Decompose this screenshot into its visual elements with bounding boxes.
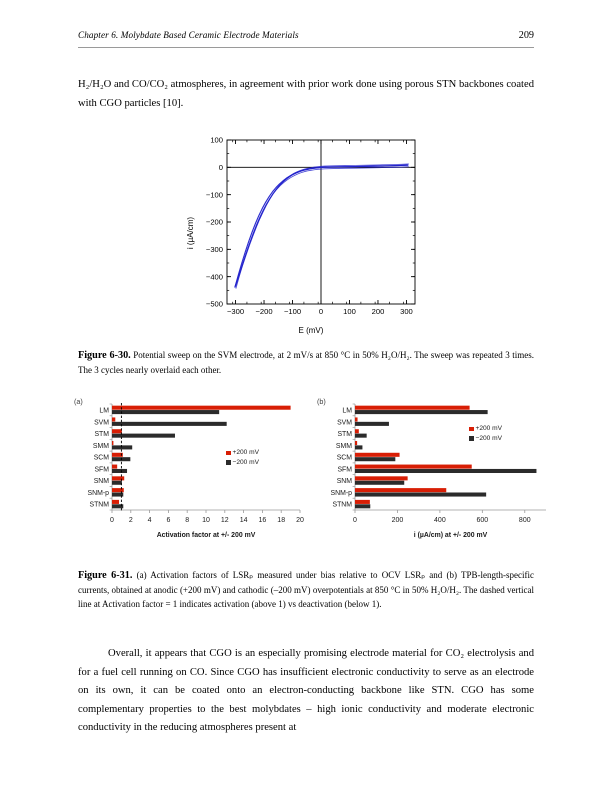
svg-text:18: 18 (277, 517, 286, 524)
legend-item-cathodic (469, 434, 502, 444)
svg-text:−100: −100 (283, 307, 302, 316)
svg-text:SNM-p: SNM-p (330, 489, 352, 497)
svg-text:−500: −500 (205, 299, 223, 309)
chart-panel-a (66, 396, 306, 546)
svg-text:200: 200 (371, 307, 385, 316)
svg-text:100: 100 (210, 135, 223, 145)
svg-text:−300: −300 (205, 245, 223, 255)
activation-factor-bar-chart (66, 396, 306, 546)
svg-text:300: 300 (400, 307, 413, 316)
svg-text:SNM: SNM (336, 478, 352, 486)
svg-text:LM: LM (99, 407, 109, 415)
svg-text:−100: −100 (205, 190, 223, 200)
svg-text:SCM: SCM (336, 454, 352, 462)
iv-xaxis-label: E (mV) (298, 326, 324, 335)
svg-text:6: 6 (166, 517, 171, 524)
svg-text:SNM-p: SNM-p (87, 489, 109, 497)
tpb-current-bar-chart (309, 396, 552, 546)
svg-text:0: 0 (110, 517, 114, 524)
chart-panel-b (309, 396, 552, 546)
panel-b-label: (b) (317, 397, 326, 406)
figure-6-31-caption (78, 568, 534, 612)
svg-text:STNM: STNM (89, 501, 109, 509)
legend-panel-a (226, 448, 259, 467)
svg-text:800: 800 (518, 517, 531, 524)
legend-label-anodic: +200 mV (232, 449, 260, 456)
svg-text:12: 12 (220, 517, 229, 524)
svg-text:SMM: SMM (335, 442, 352, 450)
figure-6-30-caption-text: Potential sweep on the SVM electrode, at 2 mV/s at 850 °C in 50% H₂O/H₂. The sweep was repeated 3 times. The 3 cycles nearly overlaid each other. (78, 350, 534, 376)
svg-text:LM: LM (342, 407, 352, 415)
svg-text:SFM: SFM (337, 466, 352, 474)
legend-label-anodic: +200 mV (475, 425, 503, 432)
legend-swatch-red-icon (226, 451, 231, 456)
svg-text:400: 400 (434, 517, 446, 524)
intro-paragraph: H₂/H₂O and CO/CO₂ atmospheres, in agreement with prior work done using porous STN backbones coated with CGO particles [10]. (78, 79, 534, 109)
svg-text:16: 16 (258, 517, 267, 524)
svg-text:10: 10 (202, 517, 210, 524)
svg-text:200: 200 (391, 517, 404, 524)
figure-6-30-chart (181, 128, 421, 338)
legend-item-anodic (226, 448, 259, 458)
svg-text:STM: STM (337, 431, 352, 439)
svg-text:SNM: SNM (93, 478, 109, 486)
svg-text:SVM: SVM (337, 419, 352, 427)
legend-item-anodic (469, 424, 502, 434)
closing-paragraph: Overall, it appears that CGO is an especially promising electrode material for CO₂ electrolysis and for a fuel cell running on CO. Since CGO has insufficient electronic conductivity to serve as an electrode on its own, it can be coated onto an electron-conducting backbone like STN. CGO has some complementary properties to the best molybdates – high ionic conductivity and moderate electronic conductivity in the reducing atmospheres present at (78, 648, 534, 733)
legend-label-cathodic: −200 mV (475, 434, 503, 442)
svg-text:SFM: SFM (94, 466, 109, 474)
panel-a-label: (a) (74, 397, 83, 406)
svg-text:−200: −200 (205, 217, 223, 227)
running-head (78, 30, 534, 41)
svg-text:14: 14 (239, 517, 248, 524)
svg-text:0: 0 (218, 163, 223, 173)
legend-swatch-dark-icon (226, 460, 231, 465)
legend-item-cathodic (226, 458, 259, 468)
figure-6-31-charts (66, 396, 552, 546)
svg-text:SVM: SVM (94, 419, 109, 427)
iv-sweep-plot (181, 128, 421, 338)
svg-text:SMM: SMM (92, 442, 109, 450)
legend-label-cathodic: −200 mV (232, 458, 260, 466)
svg-text:0: 0 (353, 517, 357, 524)
header-divider (78, 47, 534, 48)
svg-text:STM: STM (94, 431, 109, 439)
svg-text:−300: −300 (226, 307, 245, 316)
figure-6-30-caption (78, 348, 534, 377)
figure-6-31-caption-text: (a) Activation factors of LSRₚ measured under bias relative to OCV LSRₚ and (b) TPB-length-specific currents, obtained at anodic (+200 mV) and cathodic (–200 mV) overpotentials at 850 °C in 50% H₂O/H₂. The dashed vertical line at Activation factor = 1 indicates activation (above 1) vs deactivation (below 1). (78, 570, 534, 610)
svg-text:i (µA/cm) at +/- 200 mV: i (µA/cm) at +/- 200 mV (413, 532, 488, 539)
svg-text:4: 4 (147, 517, 152, 524)
chapter-title: Chapter 6. Molybdate Based Ceramic Electrode Materials (78, 30, 299, 40)
svg-text:−200: −200 (255, 307, 273, 316)
page-number: 209 (518, 30, 534, 41)
svg-text:2: 2 (128, 517, 133, 524)
figure-6-30-caption-label: Figure 6-30. (78, 350, 131, 361)
svg-text:SCM: SCM (93, 454, 109, 462)
svg-text:100: 100 (343, 307, 356, 316)
legend-panel-b (469, 424, 502, 443)
svg-text:20: 20 (296, 517, 304, 524)
svg-text:600: 600 (476, 517, 489, 524)
legend-swatch-dark-icon (469, 436, 474, 441)
svg-text:−400: −400 (205, 272, 223, 282)
figure-6-31-caption-label: Figure 6-31. (78, 570, 133, 581)
iv-yaxis-label: i (µA/cm) (186, 216, 195, 250)
svg-text:8: 8 (185, 517, 190, 524)
svg-text:0: 0 (318, 307, 324, 316)
legend-swatch-red-icon (469, 427, 474, 432)
svg-text:Activation factor at +/- 200 m: Activation factor at +/- 200 mV (156, 532, 256, 539)
svg-text:STNM: STNM (332, 501, 352, 509)
